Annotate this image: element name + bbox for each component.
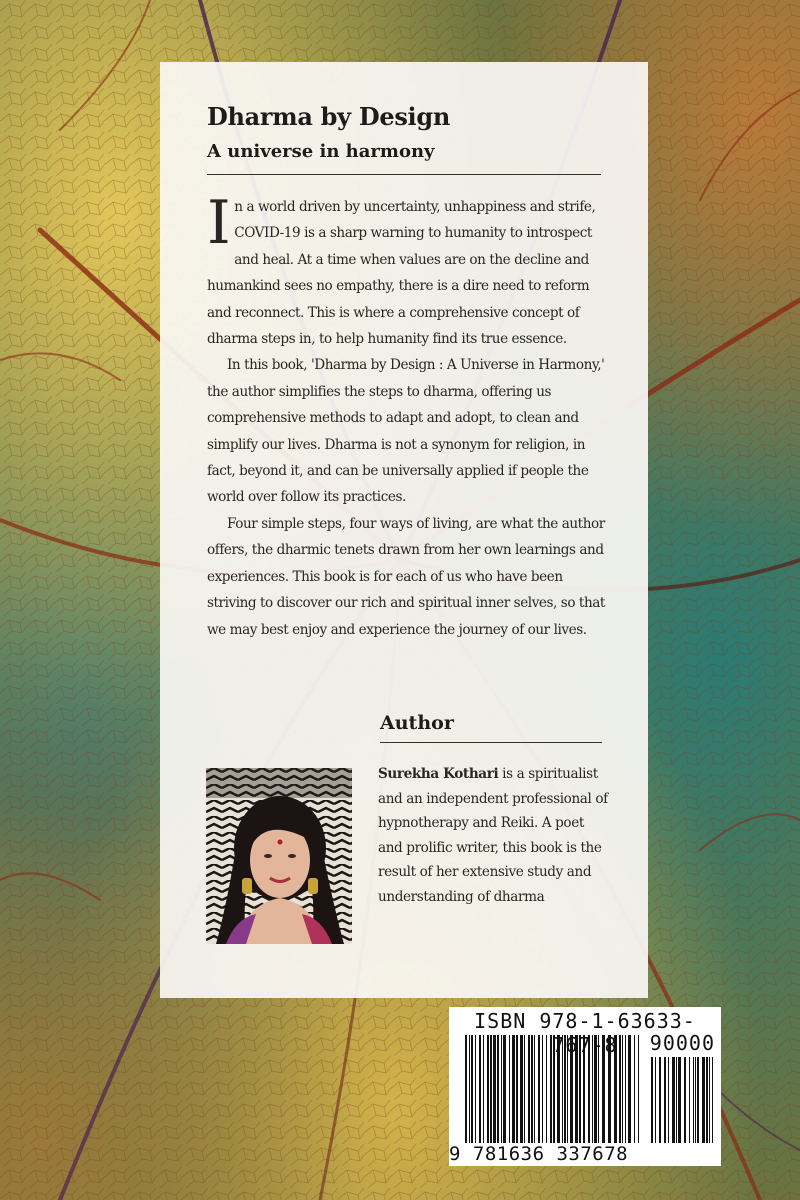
paragraph-1-text: n a world driven by uncertainty, unhappiness and strife, COVID-19 is a sharp warning to humanity to introspect and heal. At a time when values are on the decline and humankind sees no empathy, there is a dire need to reform and reconnect. This is where a comprehensive concept of dharma steps in, to help humanity find its true essence. (207, 199, 596, 348)
description-paragraph-1 (207, 188, 609, 352)
price-code: 90000 (649, 1031, 715, 1055)
book-subtitle: A universe in harmony (207, 141, 435, 162)
author-bio-text: is a spiritualist and an independent professional of hypnotherapy and Reiki. A poet and prolific writer, this book is the result of her extensive study and understanding of dharma (378, 766, 608, 905)
title-divider (207, 174, 601, 175)
book-title: Dharma by Design (207, 102, 450, 131)
isbn-label: ISBN 978-1-63633-767-8 (474, 1009, 696, 1057)
drop-cap: I (207, 188, 231, 258)
book-description (207, 188, 609, 643)
author-heading: Author (380, 712, 454, 734)
author-name: Surekha Kothari (378, 766, 499, 782)
author-photo (206, 768, 352, 944)
description-paragraph-3: Four simple steps, four ways of living, are what the author offers, the dharmic tenets drawn from her own learnings and experiences. This book is for each of us who have been striving to discover our rich and spiritual inner selves, so that we may best enjoy and experience the journey of our lives. (207, 515, 605, 638)
back-cover-panel (160, 62, 648, 998)
description-paragraph-2: In this book, 'Dharma by Design : A Universe in Harmony,' the author simplifies the steps to dharma, offering us comprehensive methods to adapt and adopt, to clean and simplify our lives. Dharma is not a synonym for religion, in fact, beyond it, and can be universally applied if people the world over follow its practices. (207, 357, 605, 506)
author-bio (378, 762, 610, 909)
author-divider (380, 742, 602, 743)
barcode-digits: 9 781636 337678 (449, 1143, 629, 1165)
isbn-barcode (449, 1007, 721, 1166)
